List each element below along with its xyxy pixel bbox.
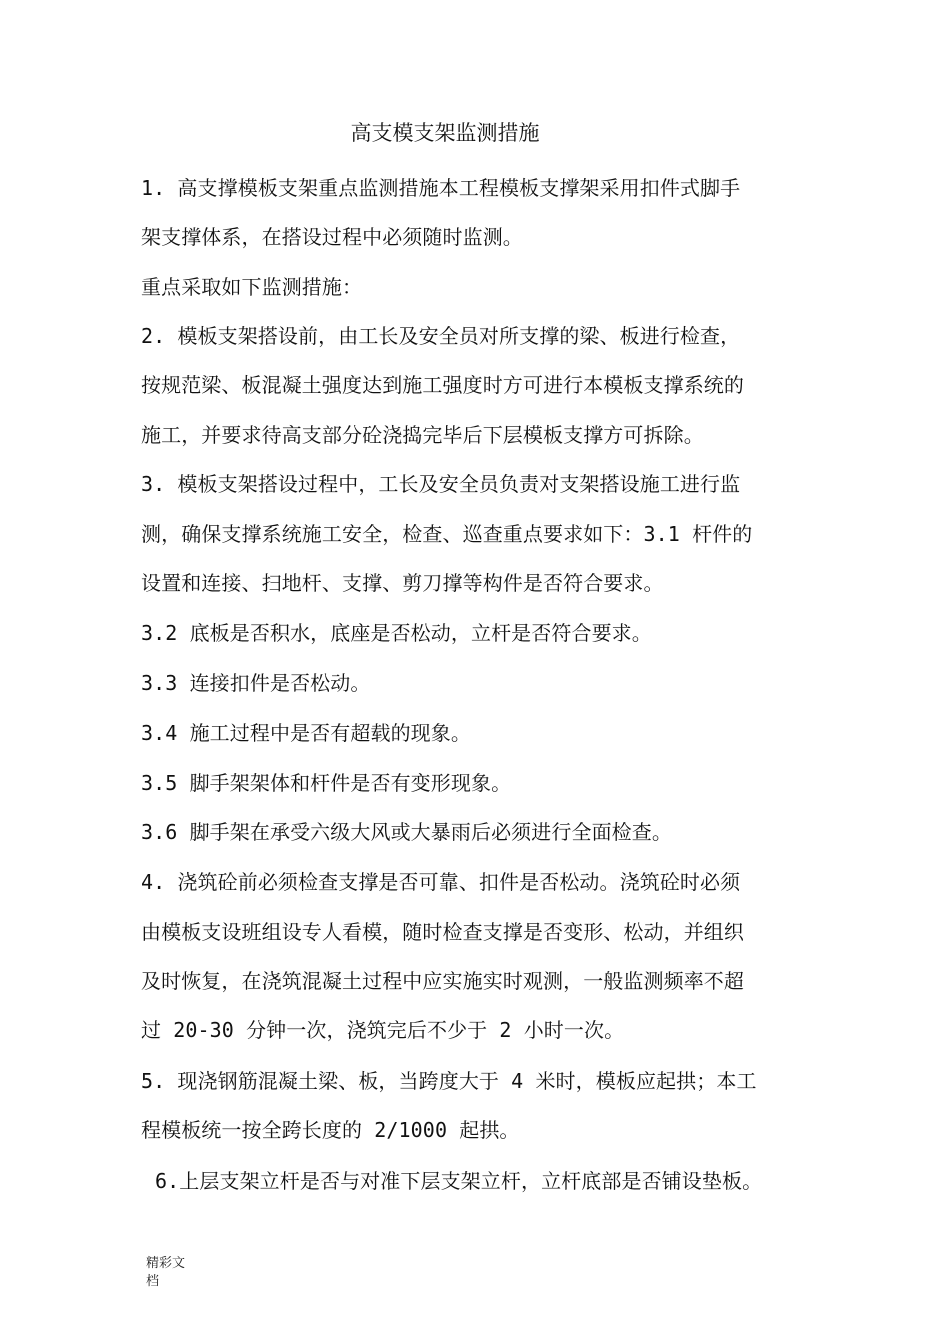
body-line: 3.3 连接扣件是否松动。 — [141, 671, 371, 695]
document-title: 高支模支架监测措施 — [350, 121, 540, 145]
footer-label: 档 — [146, 1274, 160, 1289]
body-line: 施工，并要求待高支部分砼浇捣完毕后下层模板支撑方可拆除。 — [141, 423, 704, 447]
footer-label: 精彩文 — [146, 1256, 186, 1271]
body-line: 5. 现浇钢筋混凝土梁、板，当跨度大于 4 米时，模板应起拱；本工 — [141, 1069, 757, 1093]
body-line: 设置和连接、扫地杆、支撑、剪刀撑等构件是否符合要求。 — [141, 571, 664, 595]
body-line: 3.5 脚手架架体和杆件是否有变形现象。 — [141, 771, 512, 795]
body-line: 由模板支设班组设专人看模，随时检查支撑是否变形、松动，并组织 — [141, 920, 744, 944]
body-line: 2. 模板支架搭设前，由工长及安全员对所支撑的梁、板进行检查， — [141, 324, 741, 348]
body-line: 1. 高支撑模板支架重点监测措施本工程模板支撑架采用扣件式脚手 — [141, 176, 741, 200]
body-line: 3. 模板支架搭设过程中，工长及安全员负责对支架搭设施工进行监 — [141, 472, 741, 496]
body-line: 6.上层支架立杆是否与对准下层支架立杆，立杆底部是否铺设垫板。 — [155, 1169, 763, 1193]
body-line: 3.2 底板是否积水，底座是否松动，立杆是否符合要求。 — [141, 621, 652, 645]
body-line: 过 20-30 分钟一次，浇筑完后不少于 2 小时一次。 — [141, 1018, 625, 1042]
body-line: 测，确保支撑系统施工安全，检查、巡查重点要求如下：3.1 杆件的 — [141, 522, 753, 546]
body-line: 按规范梁、板混凝土强度达到施工强度时方可进行本模板支撑系统的 — [141, 373, 744, 397]
body-line: 重点采取如下监测措施： — [141, 275, 363, 299]
body-line: 3.4 施工过程中是否有超载的现象。 — [141, 721, 471, 745]
body-line: 4. 浇筑砼前必须检查支撑是否可靠、扣件是否松动。浇筑砼时必须 — [141, 870, 741, 894]
body-line: 及时恢复，在浇筑混凝土过程中应实施实时观测，一般监测频率不超 — [141, 969, 744, 993]
body-line: 程模板统一按全跨长度的 2/1000 起拱。 — [141, 1118, 520, 1142]
body-line: 3.6 脚手架在承受六级大风或大暴雨后必须进行全面检查。 — [141, 820, 672, 844]
body-line: 架支撑体系，在搭设过程中必须随时监测。 — [141, 225, 523, 249]
